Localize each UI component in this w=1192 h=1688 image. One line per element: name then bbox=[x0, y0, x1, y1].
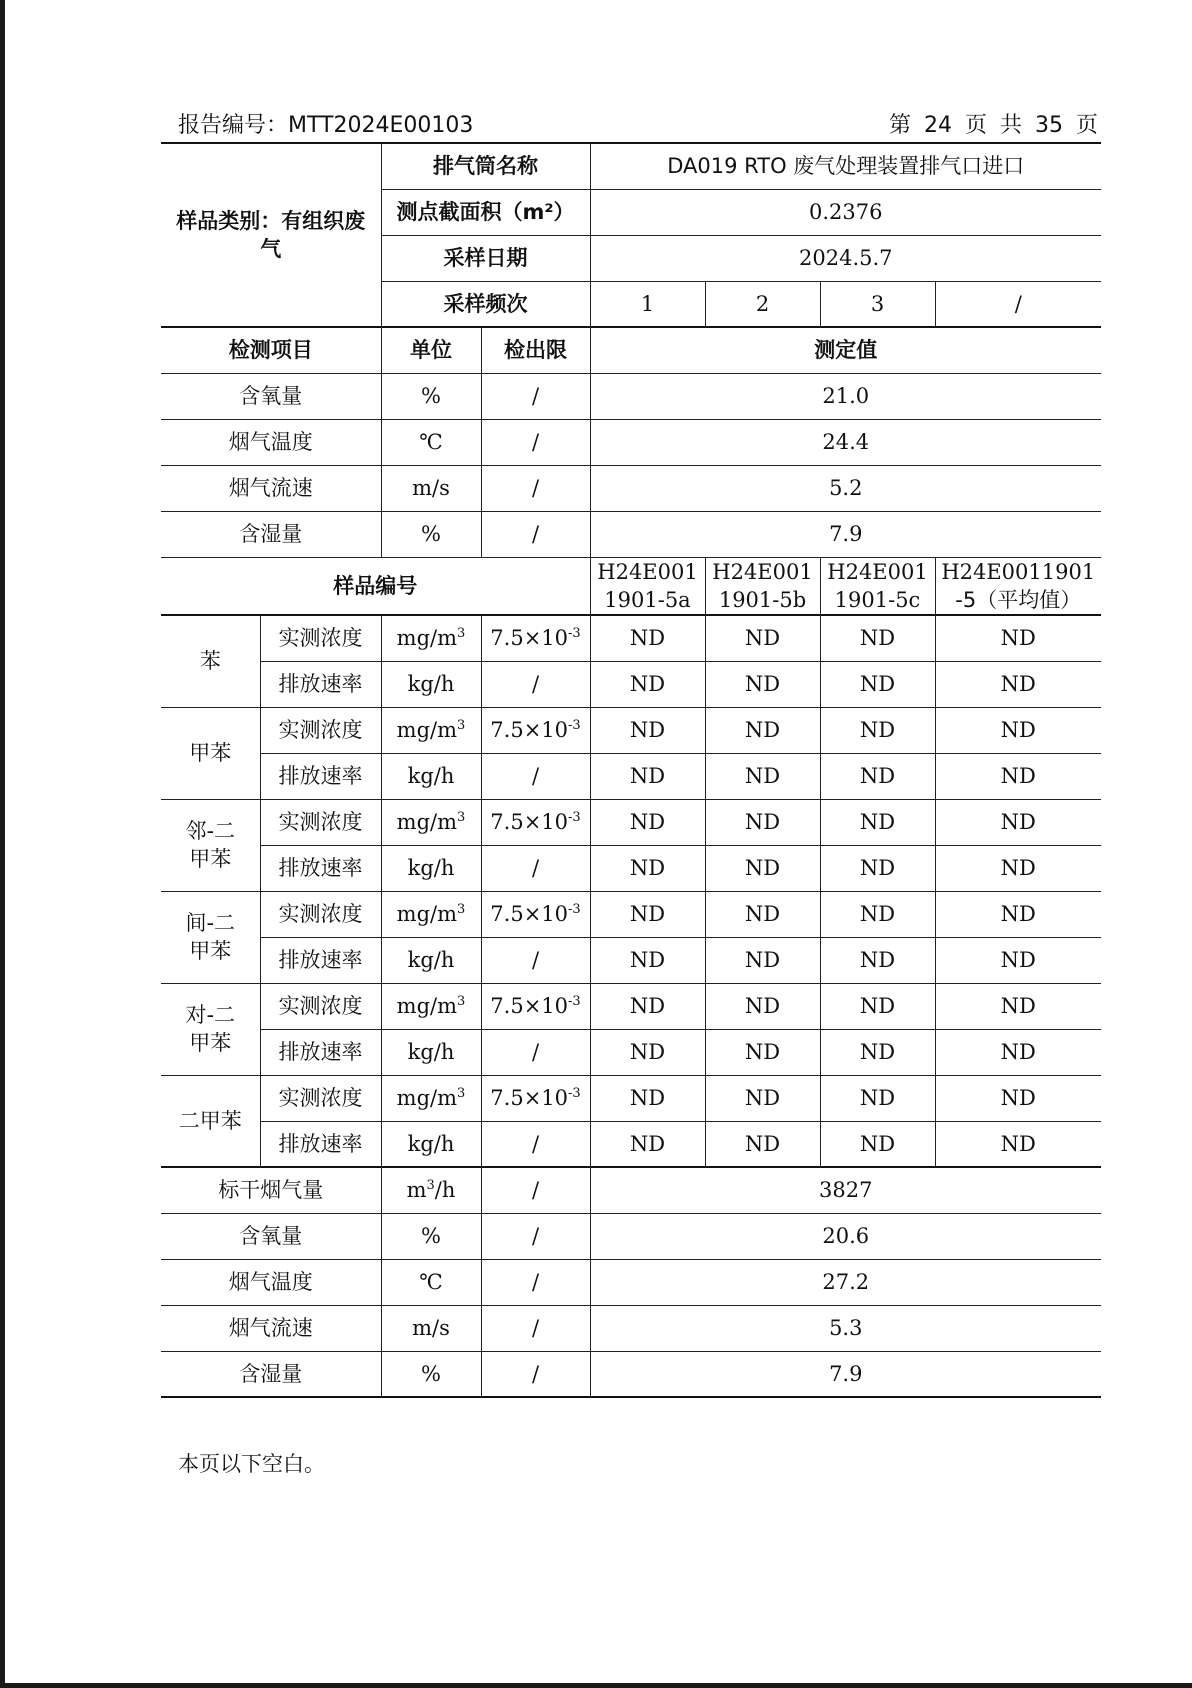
rate-unit: kg/h bbox=[381, 1029, 481, 1075]
param-name: 含湿量 bbox=[161, 511, 381, 557]
rate-limit: / bbox=[481, 661, 590, 707]
date-label: 采样日期 bbox=[381, 235, 590, 281]
param-name: 烟气流速 bbox=[161, 1305, 381, 1351]
conc-value: ND bbox=[820, 707, 935, 753]
freq-1: 1 bbox=[590, 281, 705, 327]
rate-value: ND bbox=[820, 1121, 935, 1167]
param-unit: $m^3/h$ bbox=[381, 1167, 481, 1213]
conc-value: ND bbox=[705, 983, 820, 1029]
pollutant-rate-row bbox=[161, 661, 1101, 707]
blank-below-note: 本页以下空白。 bbox=[178, 1452, 325, 1476]
rate-value: ND bbox=[705, 845, 820, 891]
rate-label: 排放速率 bbox=[260, 937, 381, 983]
param-name: 含湿量 bbox=[161, 1351, 381, 1397]
post-param-row bbox=[161, 1167, 1101, 1213]
conc-value: ND bbox=[935, 1075, 1101, 1121]
page-number: 第 24 页 共 35 页 bbox=[889, 113, 1098, 138]
conc-value: ND bbox=[590, 1075, 705, 1121]
col-measured: 测定值 bbox=[590, 327, 1101, 373]
detection-limit: $7.5\times 10^{-3}$ bbox=[481, 983, 590, 1029]
conc-label: 实测浓度 bbox=[260, 1075, 381, 1121]
pollutant-name-line: 间-二 bbox=[185, 911, 236, 935]
sample-id bbox=[820, 557, 935, 615]
detection-limit: $7.5\times 10^{-3}$ bbox=[481, 891, 590, 937]
pollutant-conc-row bbox=[161, 891, 1101, 937]
sample-id-line: 1901-5b bbox=[718, 587, 807, 612]
freq-3: 3 bbox=[820, 281, 935, 327]
param-limit: / bbox=[481, 511, 590, 557]
rate-label: 排放速率 bbox=[260, 1121, 381, 1167]
param-limit: / bbox=[481, 1351, 590, 1397]
pollutant-conc-row bbox=[161, 983, 1101, 1029]
conc-unit: $mg/m^3$ bbox=[381, 799, 481, 845]
rate-unit: kg/h bbox=[381, 1121, 481, 1167]
pollutant-rate-row bbox=[161, 845, 1101, 891]
conc-value: ND bbox=[820, 615, 935, 661]
param-unit: m/s bbox=[381, 465, 481, 511]
rate-value: ND bbox=[820, 661, 935, 707]
conc-label: 实测浓度 bbox=[260, 983, 381, 1029]
pollutant-name bbox=[161, 799, 260, 891]
test-results-table bbox=[161, 142, 1101, 1398]
freq-4: / bbox=[935, 281, 1101, 327]
conc-value: ND bbox=[590, 891, 705, 937]
param-unit: % bbox=[381, 1213, 481, 1259]
detection-limit: $7.5\times 10^{-3}$ bbox=[481, 615, 590, 661]
param-name: 含氧量 bbox=[161, 1213, 381, 1259]
param-limit: / bbox=[481, 419, 590, 465]
sample-category: 样品类别：有组织废气 bbox=[161, 143, 381, 327]
pollutant-name-line: 邻-二 bbox=[185, 819, 236, 843]
rate-value: ND bbox=[935, 845, 1101, 891]
rate-value: ND bbox=[590, 937, 705, 983]
sample-id bbox=[705, 557, 820, 615]
detection-limit: $7.5\times 10^{-3}$ bbox=[481, 707, 590, 753]
report-number: 报告编号：MTT2024E00103 bbox=[178, 113, 474, 138]
post-param-row bbox=[161, 1213, 1101, 1259]
rate-label: 排放速率 bbox=[260, 1029, 381, 1075]
pollutant-name-line: 甲苯 bbox=[189, 1031, 232, 1055]
pollutant-name bbox=[161, 615, 260, 707]
param-limit: / bbox=[481, 1305, 590, 1351]
conc-value: ND bbox=[705, 615, 820, 661]
pre-param-row bbox=[161, 419, 1101, 465]
pre-param-row bbox=[161, 511, 1101, 557]
col-unit: 单位 bbox=[381, 327, 481, 373]
param-value: 3827 bbox=[590, 1167, 1101, 1213]
conc-value: ND bbox=[590, 615, 705, 661]
sample-id-line: H24E001 bbox=[597, 559, 698, 584]
param-name: 烟气温度 bbox=[161, 1259, 381, 1305]
param-limit: / bbox=[481, 465, 590, 511]
param-limit: / bbox=[481, 1167, 590, 1213]
param-limit: / bbox=[481, 1259, 590, 1305]
param-value: 7.9 bbox=[590, 511, 1101, 557]
param-unit: ℃ bbox=[381, 419, 481, 465]
pollutant-name-line: 甲苯 bbox=[189, 847, 232, 871]
param-name: 烟气温度 bbox=[161, 419, 381, 465]
page-header bbox=[178, 106, 1098, 138]
conc-unit: $mg/m^3$ bbox=[381, 707, 481, 753]
post-param-row bbox=[161, 1259, 1101, 1305]
conc-value: ND bbox=[820, 983, 935, 1029]
pollutant-name bbox=[161, 1075, 260, 1167]
area-value: 0.2376 bbox=[590, 189, 1101, 235]
pollutant-rate-row bbox=[161, 753, 1101, 799]
date-value: 2024.5.7 bbox=[590, 235, 1101, 281]
rate-limit: / bbox=[481, 1029, 590, 1075]
pollutant-name-line: 二甲苯 bbox=[178, 1108, 242, 1133]
conc-value: ND bbox=[705, 891, 820, 937]
conc-value: ND bbox=[935, 983, 1101, 1029]
rate-label: 排放速率 bbox=[260, 661, 381, 707]
rate-value: ND bbox=[705, 937, 820, 983]
conc-value: ND bbox=[590, 983, 705, 1029]
conc-value: ND bbox=[705, 1075, 820, 1121]
param-unit: % bbox=[381, 1351, 481, 1397]
param-unit: ℃ bbox=[381, 1259, 481, 1305]
param-unit: % bbox=[381, 373, 481, 419]
sample-no-label: 样品编号 bbox=[161, 557, 590, 615]
scan-edge-left bbox=[0, 0, 5, 1688]
rate-value: ND bbox=[935, 753, 1101, 799]
sample-id-line: H24E0011901 bbox=[941, 559, 1096, 584]
rate-value: ND bbox=[935, 1121, 1101, 1167]
conc-value: ND bbox=[935, 891, 1101, 937]
sample-id-line: H24E001 bbox=[827, 559, 928, 584]
conc-unit: $mg/m^3$ bbox=[381, 1075, 481, 1121]
conc-value: ND bbox=[705, 799, 820, 845]
detection-limit: $7.5\times 10^{-3}$ bbox=[481, 1075, 590, 1121]
rate-value: ND bbox=[820, 937, 935, 983]
rate-value: ND bbox=[705, 753, 820, 799]
post-param-row bbox=[161, 1305, 1101, 1351]
rate-value: ND bbox=[705, 1121, 820, 1167]
pollutant-name-line: 苯 bbox=[199, 649, 221, 674]
sample-id-average bbox=[935, 557, 1101, 615]
rate-unit: kg/h bbox=[381, 937, 481, 983]
sample-id bbox=[590, 557, 705, 615]
sample-id-line: 1901-5c bbox=[834, 587, 921, 612]
param-value: 5.2 bbox=[590, 465, 1101, 511]
conc-value: ND bbox=[590, 799, 705, 845]
freq-2: 2 bbox=[705, 281, 820, 327]
row-stack-name bbox=[161, 143, 1101, 189]
post-param-row bbox=[161, 1351, 1101, 1397]
rate-label: 排放速率 bbox=[260, 753, 381, 799]
param-limit: / bbox=[481, 1213, 590, 1259]
scan-edge-bottom bbox=[0, 1683, 1192, 1688]
col-item: 检测项目 bbox=[161, 327, 381, 373]
rate-value: ND bbox=[935, 937, 1101, 983]
param-value: 20.6 bbox=[590, 1213, 1101, 1259]
rate-limit: / bbox=[481, 845, 590, 891]
conc-unit: $mg/m^3$ bbox=[381, 615, 481, 661]
stack-name-label: 排气筒名称 bbox=[381, 143, 590, 189]
rate-value: ND bbox=[820, 845, 935, 891]
conc-label: 实测浓度 bbox=[260, 891, 381, 937]
pollutant-rate-row bbox=[161, 937, 1101, 983]
freq-label: 采样频次 bbox=[381, 281, 590, 327]
pre-param-row bbox=[161, 465, 1101, 511]
rate-value: ND bbox=[590, 661, 705, 707]
pollutant-name-line: 甲苯 bbox=[189, 741, 232, 765]
conc-value: ND bbox=[935, 799, 1101, 845]
param-value: 21.0 bbox=[590, 373, 1101, 419]
pre-param-row bbox=[161, 373, 1101, 419]
rate-value: ND bbox=[590, 1029, 705, 1075]
rate-value: ND bbox=[705, 1029, 820, 1075]
conc-value: ND bbox=[820, 1075, 935, 1121]
rate-unit: kg/h bbox=[381, 661, 481, 707]
rate-value: ND bbox=[935, 1029, 1101, 1075]
conc-value: ND bbox=[935, 707, 1101, 753]
stack-name-value: DA019 RTO 废气处理装置排气口进口 bbox=[590, 143, 1101, 189]
rate-value: ND bbox=[590, 845, 705, 891]
rate-value: ND bbox=[820, 753, 935, 799]
detection-limit: $7.5\times 10^{-3}$ bbox=[481, 799, 590, 845]
pollutant-rate-row bbox=[161, 1121, 1101, 1167]
pollutant-rows bbox=[161, 615, 1101, 1167]
param-unit: % bbox=[381, 511, 481, 557]
rate-value: ND bbox=[590, 753, 705, 799]
rate-label: 排放速率 bbox=[260, 845, 381, 891]
conc-value: ND bbox=[590, 707, 705, 753]
param-limit: / bbox=[481, 373, 590, 419]
rate-limit: / bbox=[481, 1121, 590, 1167]
param-name: 标干烟气量 bbox=[161, 1167, 381, 1213]
rate-limit: / bbox=[481, 937, 590, 983]
param-value: 5.3 bbox=[590, 1305, 1101, 1351]
pollutant-rate-row bbox=[161, 1029, 1101, 1075]
pollutant-conc-row bbox=[161, 1075, 1101, 1121]
rate-unit: kg/h bbox=[381, 845, 481, 891]
conc-value: ND bbox=[705, 707, 820, 753]
rate-value: ND bbox=[935, 661, 1101, 707]
pollutant-name-line: 对-二 bbox=[185, 1003, 236, 1027]
param-value: 7.9 bbox=[590, 1351, 1101, 1397]
column-header-row bbox=[161, 327, 1101, 373]
rate-value: ND bbox=[705, 661, 820, 707]
pollutant-conc-row bbox=[161, 799, 1101, 845]
col-limit: 检出限 bbox=[481, 327, 590, 373]
rate-unit: kg/h bbox=[381, 753, 481, 799]
rate-limit: / bbox=[481, 753, 590, 799]
rate-value: ND bbox=[820, 1029, 935, 1075]
conc-label: 实测浓度 bbox=[260, 707, 381, 753]
param-value: 27.2 bbox=[590, 1259, 1101, 1305]
pollutant-name bbox=[161, 983, 260, 1075]
sample-id-line: 1901-5a bbox=[604, 587, 691, 612]
param-value: 24.4 bbox=[590, 419, 1101, 465]
conc-label: 实测浓度 bbox=[260, 799, 381, 845]
conc-value: ND bbox=[820, 799, 935, 845]
param-name: 含氧量 bbox=[161, 373, 381, 419]
sample-id-line: H24E001 bbox=[712, 559, 813, 584]
pollutant-conc-row bbox=[161, 707, 1101, 753]
sample-number-row bbox=[161, 557, 1101, 615]
pollutant-name bbox=[161, 707, 260, 799]
area-label: 测点截面积（m²） bbox=[381, 189, 590, 235]
conc-value: ND bbox=[935, 615, 1101, 661]
pollutant-name-line: 甲苯 bbox=[189, 939, 232, 963]
pollutant-name bbox=[161, 891, 260, 983]
param-unit: m/s bbox=[381, 1305, 481, 1351]
rate-value: ND bbox=[590, 1121, 705, 1167]
conc-label: 实测浓度 bbox=[260, 615, 381, 661]
pollutant-conc-row bbox=[161, 615, 1101, 661]
conc-value: ND bbox=[820, 891, 935, 937]
sample-id-line: -5（平均值） bbox=[955, 587, 1082, 612]
conc-unit: $mg/m^3$ bbox=[381, 891, 481, 937]
param-name: 烟气流速 bbox=[161, 465, 381, 511]
conc-unit: $mg/m^3$ bbox=[381, 983, 481, 1029]
